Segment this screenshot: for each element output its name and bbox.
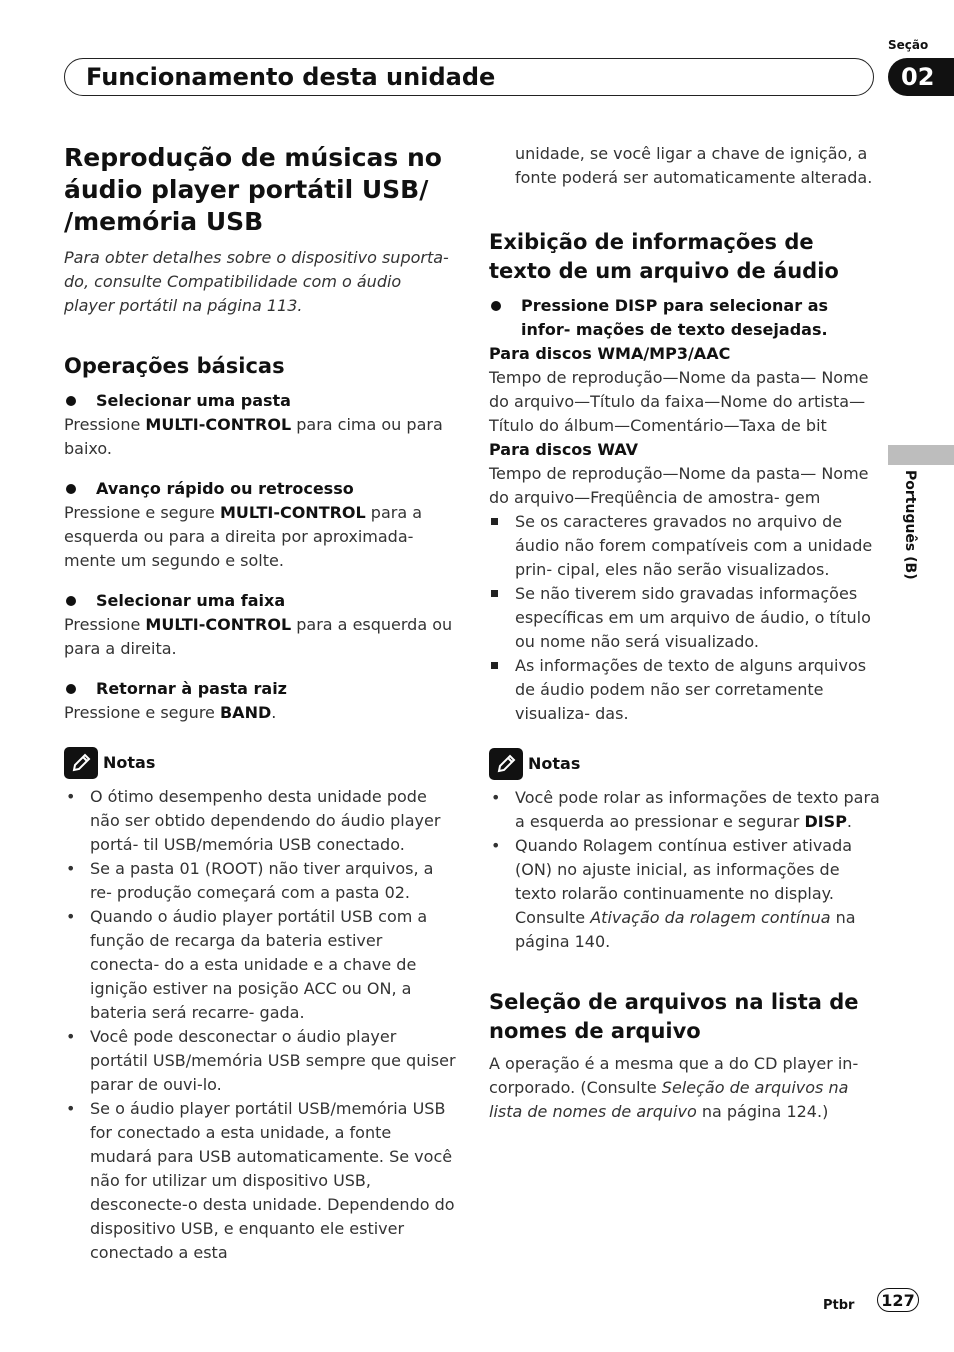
notes-label: Notas bbox=[103, 753, 156, 772]
notes-header bbox=[489, 748, 881, 780]
text-info-heading: Exibição de informações de texto de um arquivo de áudio bbox=[489, 230, 839, 283]
file-select-heading: Seleção de arquivos na lista de nomes de arquivo bbox=[489, 990, 859, 1043]
op-item bbox=[64, 389, 456, 461]
op-title: Retornar à pasta raiz bbox=[64, 677, 456, 701]
right-column bbox=[489, 142, 881, 1124]
page-number: 127 bbox=[877, 1288, 919, 1312]
text-step: Pressione DISP para selecionar as infor- mações de texto desejadas. bbox=[489, 294, 881, 342]
main-title: Reprodução de músicas no áudio player portátil USB/ /memória USB bbox=[64, 143, 442, 236]
list-item: • Quando o áudio player portátil USB com a função de recarga da bateria estiver conecta- do a esta unidade e a chave de ignição estiver na posição ACC ou ON, a bateria será recarre- gada. bbox=[64, 905, 456, 1025]
section-number-badge: 02 bbox=[888, 58, 954, 96]
file-select-text: A operação é a mesma que a do CD player in- corporado. (Consulte Seleção de arquivos na lista de nomes de arquivo na página 124.) bbox=[489, 1054, 859, 1121]
wav-label: Para discos WAV bbox=[489, 440, 638, 459]
pencil-note-icon bbox=[489, 748, 523, 780]
footer-lang-code: Ptbr bbox=[823, 1298, 855, 1313]
remark-item: Se os caracteres gravados no arquivo de áudio não forem compatíveis com a unidade prin- cipal, eles não serão visualizados. bbox=[489, 510, 881, 582]
remark-item: As informações de texto de alguns arquivos de áudio podem não ser corretamente visualiza- das. bbox=[489, 654, 881, 726]
continued-note: unidade, se você ligar a chave de ignição, a fonte poderá ser automaticamente alterada. bbox=[515, 144, 873, 187]
op-item bbox=[64, 677, 456, 725]
section-label: Seção bbox=[888, 38, 929, 52]
list-item: • Quando Rolagem contínua estiver ativada (ON) no ajuste inicial, as informações de texto rolarão continuamente no display. Consulte Ativação da rolagem contínua na página 140. bbox=[489, 834, 881, 954]
list-item: • Se a pasta 01 (ROOT) não tiver arquivos, a re- produção começará com a pasta 02. bbox=[64, 857, 456, 905]
op-desc: Pressione MULTI-CONTROL para cima ou para baixo. bbox=[64, 415, 443, 458]
op-title: Selecionar uma pasta bbox=[64, 389, 456, 413]
op-title: Selecionar uma faixa bbox=[64, 589, 456, 613]
list-item: • Se o áudio player portátil USB/memória USB for conectado a esta unidade, a fonte mudará para USB automaticamente. Se você não for utilizar um dispositivo USB, desconecte-o desta unidade. Dependendo do dispositivo USB, e enquanto ele estiver conectado a esta bbox=[64, 1097, 456, 1265]
list-item: • Você pode rolar as informações de texto para a esquerda ao pressionar e segurar DISP. bbox=[489, 786, 881, 834]
notes-list bbox=[64, 785, 456, 1265]
wma-label: Para discos WMA/MP3/AAC bbox=[489, 344, 731, 363]
wma-text: Tempo de reprodução—Nome da pasta— Nome do arquivo—Título da faixa—Nome do artista—Título do álbum—Comentário—Taxa de bit bbox=[489, 368, 869, 435]
list-item: • O ótimo desempenho desta unidade pode não ser obtido dependendo do áudio player portá- til USB/memória USB conectado. bbox=[64, 785, 456, 857]
language-tab-label: Português (B) bbox=[902, 470, 918, 580]
op-desc: Pressione MULTI-CONTROL para a esquerda ou para a direita. bbox=[64, 615, 453, 658]
op-item bbox=[64, 477, 456, 573]
remark-item: Se não tiverem sido gravadas informações específicas em um arquivo de áudio, o título ou nome não será visualizado. bbox=[489, 582, 881, 654]
notes-label: Notas bbox=[528, 754, 581, 773]
op-item bbox=[64, 589, 456, 661]
left-column bbox=[64, 142, 456, 1265]
notes-header bbox=[64, 747, 456, 779]
notes-list bbox=[489, 786, 881, 954]
op-desc: Pressione e segure BAND. bbox=[64, 703, 277, 722]
header-title: Funcionamento desta unidade bbox=[86, 63, 496, 91]
list-item: • Você pode desconectar o áudio player portátil USB/memória USB sempre que quiser parar de ouvi-lo. bbox=[64, 1025, 456, 1097]
ops-heading: Operações básicas bbox=[64, 354, 285, 378]
wav-text: Tempo de reprodução—Nome da pasta— Nome do arquivo—Freqüência de amostra- gem bbox=[489, 464, 869, 507]
pencil-note-icon bbox=[64, 747, 98, 779]
op-title: Avanço rápido ou retrocesso bbox=[64, 477, 456, 501]
op-desc: Pressione e segure MULTI-CONTROL para a esquerda ou para a direita por aproximada- mente um segundo e solte. bbox=[64, 503, 423, 570]
language-tab-bar bbox=[888, 445, 954, 465]
intro-text: Para obter detalhes sobre o dispositivo suporta- do, consulte Compatibilidade com o áudio player portátil na página 113. bbox=[64, 248, 449, 315]
